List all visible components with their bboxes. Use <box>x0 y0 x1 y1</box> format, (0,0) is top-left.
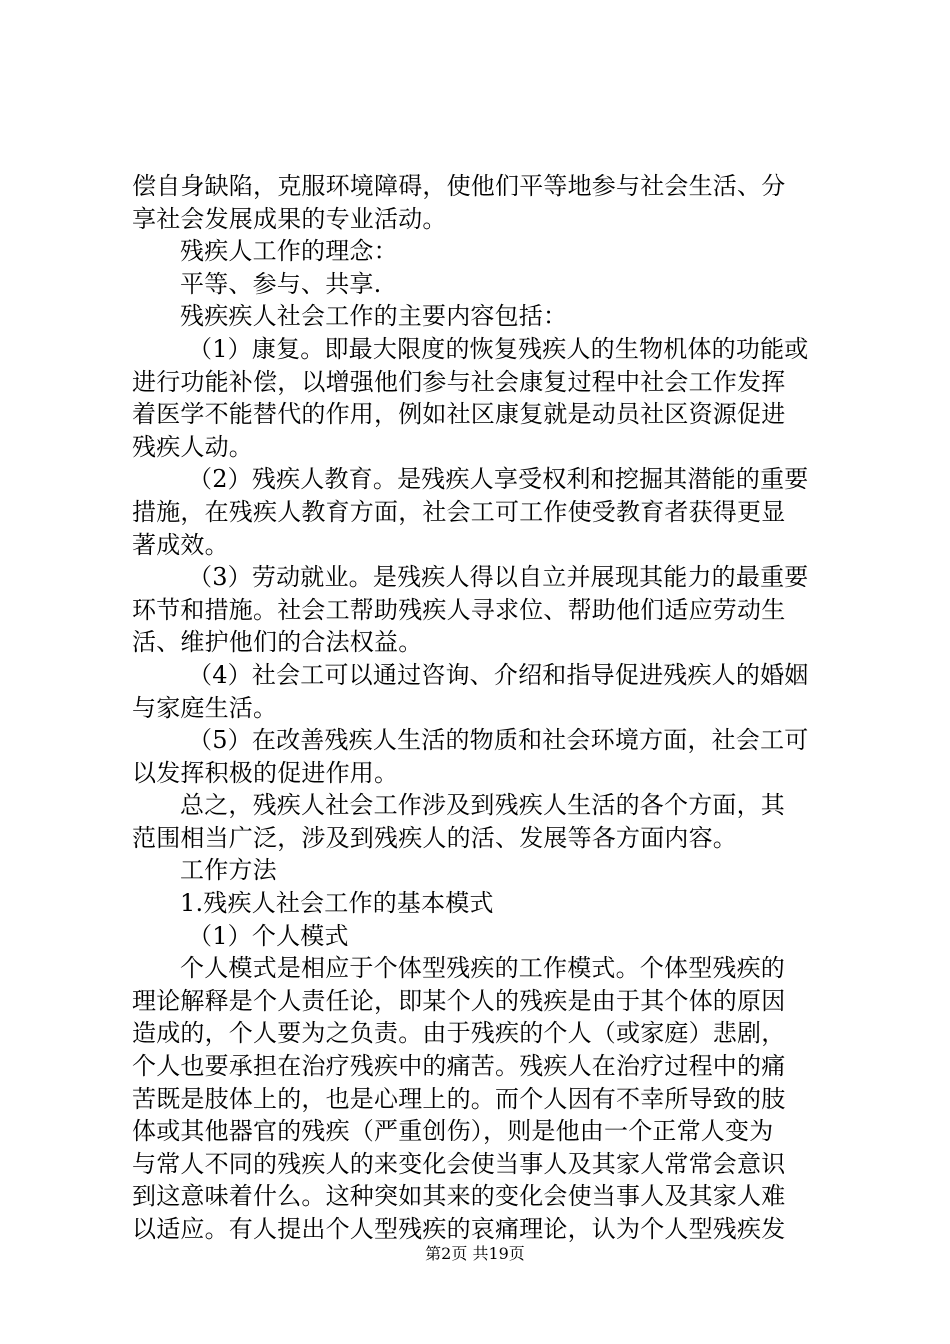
body-line: 残疾疾人社会工作的主要内容包括： <box>180 302 568 331</box>
section-heading: 1.残疾人社会工作的基本模式 <box>180 889 494 918</box>
body-line: 造成的，个人要为之负责。由于残疾的个人（或家庭）悲剧， <box>132 1019 786 1048</box>
body-line: 以适应。有人提出个人型残疾的哀痛理论，认为个人型残疾发 <box>132 1215 786 1243</box>
body-line: 着医学不能替代的作用，例如社区康复就是动员社区资源促进 <box>132 400 786 429</box>
body-line: 苦既是肢体上的，也是心理上的。而个人因有不幸所导致的肢 <box>132 1084 786 1113</box>
section-heading: 工作方法 <box>180 856 277 885</box>
section-heading: （1）个人模式 <box>188 921 349 950</box>
body-line: 著成效。 <box>132 530 229 559</box>
body-line: （3）劳动就业。是残疾人得以自立并展现其能力的最重要 <box>188 563 809 592</box>
body-line: （2）残疾人教育。是残疾人享受权利和挖掘其潜能的重要 <box>188 465 809 494</box>
body-line: 平等、参与、共享. <box>180 269 382 298</box>
body-line: 环节和措施。社会工帮助残疾人寻求位、帮助他们适应劳动生 <box>132 595 786 624</box>
body-line: 残疾人动。 <box>132 432 253 461</box>
body-line: 活、维护他们的合法权益。 <box>132 628 423 657</box>
document-body <box>132 170 832 1246</box>
body-line: （1）康复。即最大限度的恢复残疾人的生物机体的功能或 <box>188 334 809 363</box>
body-line: 以发挥积极的促进作用。 <box>132 758 399 787</box>
body-line: 措施，在残疾人教育方面，社会工可工作使受教育者获得更显 <box>132 497 786 526</box>
body-line: 个人也要承担在治疗残疾中的痛苦。残疾人在治疗过程中的痛 <box>132 1052 786 1081</box>
page-number-footer: 第2页 共19页 <box>425 1244 525 1263</box>
body-line: （4）社会工可以通过咨询、介绍和指导促进残疾人的婚姻 <box>188 660 809 689</box>
body-line: 享社会发展成果的专业活动。 <box>132 204 447 233</box>
body-line: 偿自身缺陷，克服环境障碍，使他们平等地参与社会生活、分 <box>132 172 786 200</box>
body-line: 残疾人工作的理念： <box>180 237 398 266</box>
body-line: 理论解释是个人责任论，即某个人的残疾是由于其个体的原因 <box>132 986 786 1015</box>
body-line: 进行功能补偿，以增强他们参与社会康复过程中社会工作发挥 <box>132 367 786 396</box>
body-line: 与常人不同的残疾人的来变化会使当事人及其家人常常会意识 <box>132 1149 786 1178</box>
body-line: 与家庭生活。 <box>132 693 278 722</box>
body-line: （5）在改善残疾人生活的物质和社会环境方面，社会工可 <box>188 726 809 755</box>
body-line: 范围相当广泛，涉及到残疾人的活、发展等各方面内容。 <box>132 823 737 852</box>
body-line: 个人模式是相应于个体型残疾的工作模式。个体型残疾的 <box>180 954 785 983</box>
body-line: 到这意味着什么。这种突如其来的变化会使当事人及其家人难 <box>132 1182 786 1211</box>
body-line: 总之，残疾人社会工作涉及到残疾人生活的各个方面，其 <box>180 791 785 820</box>
body-line: 体或其他器官的残疾（严重创伤），则是他由一个正常人变为 <box>132 1117 774 1146</box>
